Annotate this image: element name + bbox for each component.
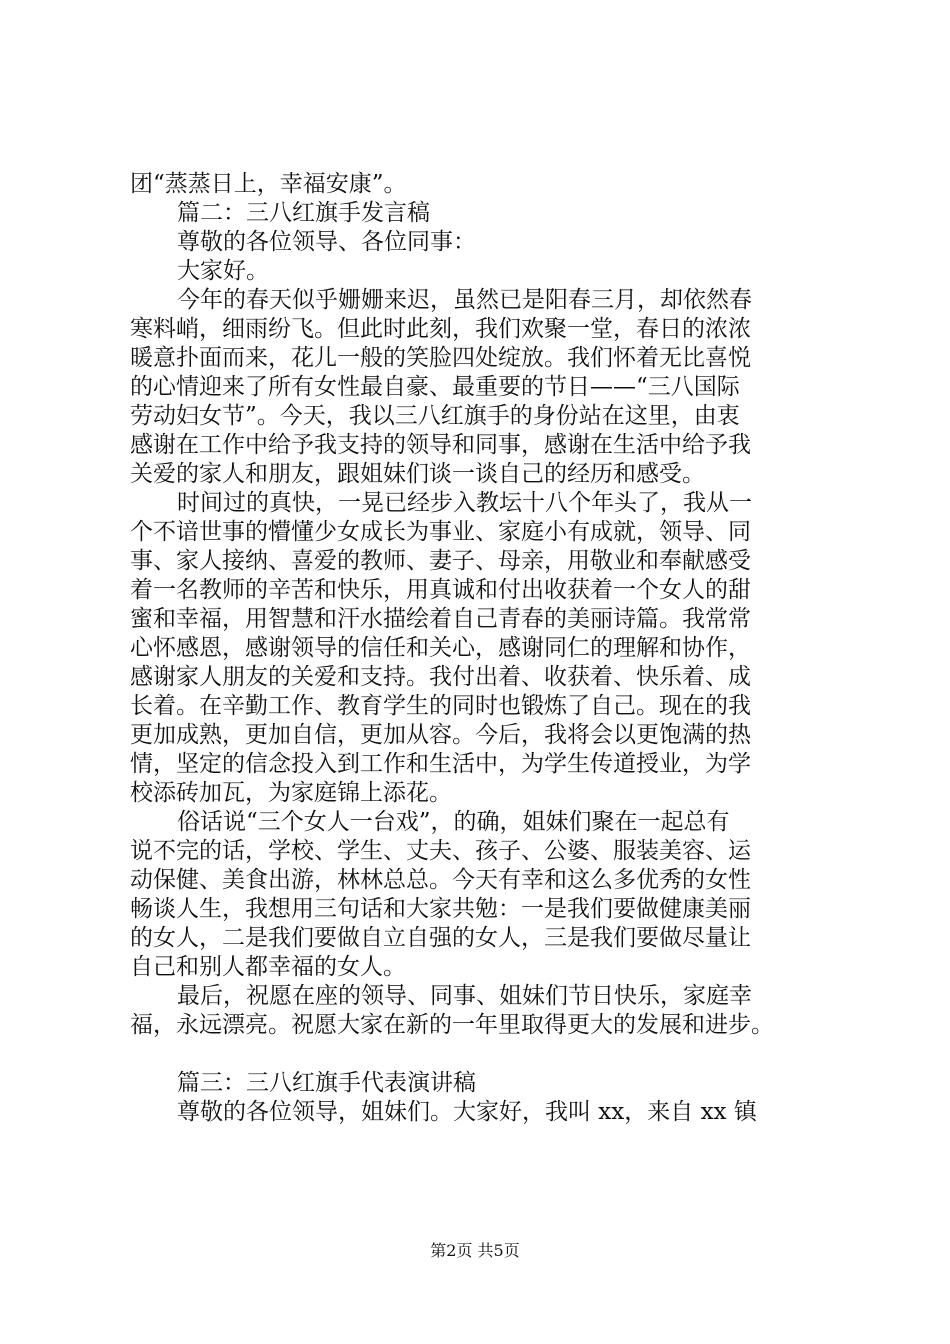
text-line: 篇三：三八红旗手代表演讲稿 (177, 1070, 476, 1096)
text-line: 蜜和幸福，用智慧和汗水描绘着自己青春的美丽诗篇。我常常 (130, 606, 751, 632)
text-line: 自己和别人都幸福的女人。 (130, 954, 406, 980)
text-line: 校添砖加瓦，为家庭锦上添花。 (130, 780, 452, 806)
text-line: 团“蒸蒸日上，幸福安康”。 (130, 171, 407, 197)
text-line: 长着。在辛勤工作、教育学生的同时也锻炼了自己。现在的我 (130, 693, 751, 719)
text-line: 更加成熟，更加自信，更加从容。今后，我将会以更饱满的热 (130, 722, 751, 748)
paragraph (130, 489, 842, 808)
text-line: 寒料峭，细雨纷飞。但此时此刻，我们欢聚一堂，春日的浓浓 (130, 316, 751, 342)
text-line: 心怀感恩，感谢领导的信任和关心，感谢同仁的理解和协作， (130, 635, 751, 661)
text-line: 时间过的真快，一晃已经步入教坛十八个年头了，我从一 (177, 490, 752, 516)
text-line: 尊敬的各位领导，姐妹们。大家好，我叫 xx，来自 xx 镇 (177, 1099, 757, 1125)
text-line: 的心情迎来了所有女性最自豪、最重要的节日——“三八国际 (130, 374, 740, 400)
text-line: 尊敬的各位领导、各位同事： (177, 229, 476, 255)
text-line: 畅谈人生，我想用三句话和大家共勉：一是我们要做健康美丽 (130, 896, 751, 922)
text-line: 暖意扑面而来，花儿一般的笑脸四处绽放。我们怀着无比喜悦 (130, 345, 751, 371)
text-line: 俗话说“三个女人一台戏”，的确，姐妹们聚在一起总有 (177, 809, 730, 835)
text-line: 动保健、美食出游，林林总总。今天有幸和这么多优秀的女性 (130, 867, 751, 893)
text-line: 篇二：三八红旗手发言稿 (177, 200, 430, 226)
paragraph (130, 982, 842, 1040)
paragraph (130, 170, 842, 199)
text-line: 大家好。 (177, 258, 269, 284)
text-line: 着一名教师的辛苦和快乐，用真诚和付出收获着一个女人的甜 (130, 577, 751, 603)
text-line: 事、家人接纳、喜爱的教师、妻子、母亲，用敬业和奉献感受 (130, 548, 751, 574)
text-line: 劳动妇女节”。今天，我以三八红旗手的身份站在这里，由衷 (130, 403, 740, 429)
paragraph (130, 808, 842, 982)
text-line: 最后，祝愿在座的领导、同事、姐妹们节日快乐，家庭幸 (177, 983, 752, 1009)
text-line: 的女人，二是我们要做自立自强的女人，三是我们要做尽量让 (130, 925, 751, 951)
paragraph-spacer (130, 1040, 842, 1069)
text-line: 感谢在工作中给予我支持的领导和同事，感谢在生活中给予我 (130, 432, 751, 458)
paragraph (130, 1069, 842, 1098)
paragraph (130, 286, 842, 489)
paragraph (130, 1098, 842, 1127)
text-line: 今年的春天似乎姗姗来迟，虽然已是阳春三月，却依然春 (177, 287, 752, 313)
text-line: 福，永远漂亮。祝愿大家在新的一年里取得更大的发展和进步。 (130, 1012, 774, 1038)
paragraph (130, 257, 842, 286)
text-line: 关爱的家人和朋友，跟姐妹们谈一谈自己的经历和感受。 (130, 461, 705, 487)
paragraph (130, 199, 842, 228)
paragraph (130, 228, 842, 257)
text-line: 个不谙世事的懵懂少女成长为事业、家庭小有成就，领导、同 (130, 519, 751, 545)
text-line: 感谢家人朋友的关爱和支持。我付出着、收获着、快乐着、成 (130, 664, 751, 690)
document-body (130, 170, 842, 1127)
page-footer: 第2页 共5页 (430, 1241, 520, 1260)
text-line: 说不完的话，学校、学生、丈夫、孩子、公婆、服装美容、运 (130, 838, 751, 864)
text-line: 情，坚定的信念投入到工作和生活中，为学生传道授业，为学 (130, 751, 751, 777)
